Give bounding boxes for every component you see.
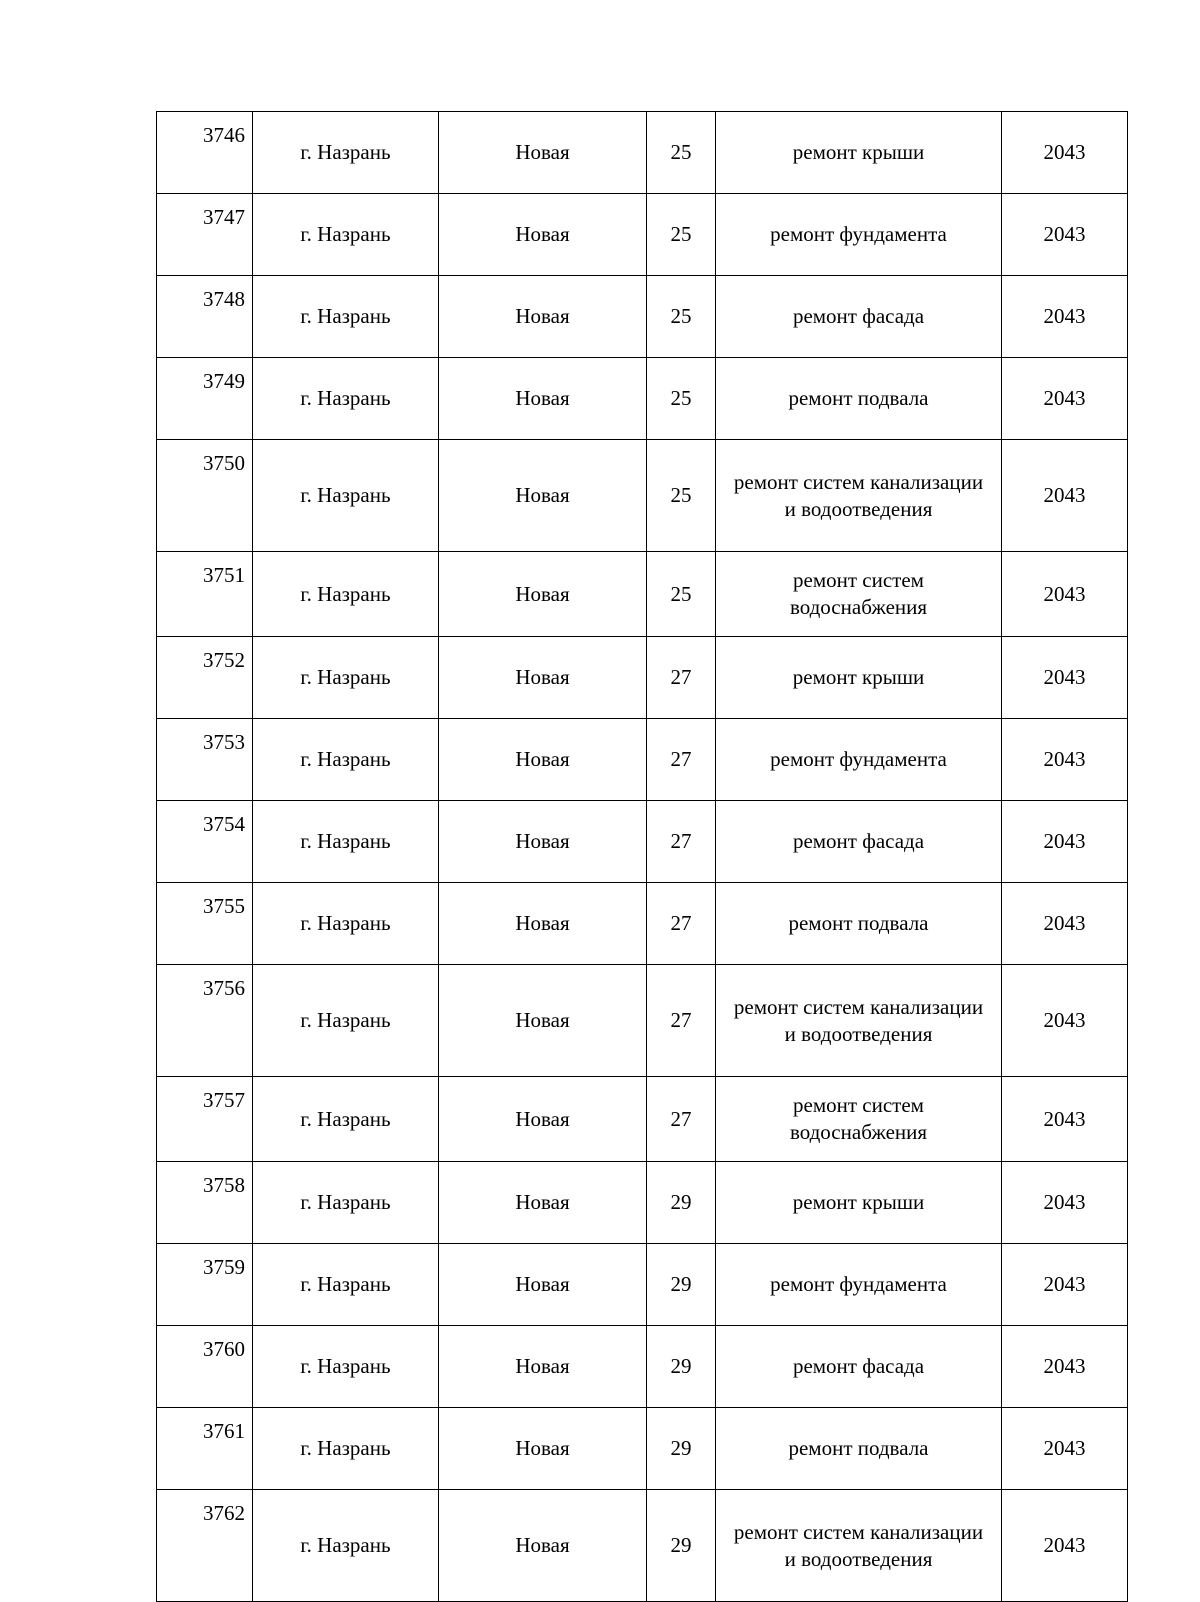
house-number-cell: 27	[647, 801, 716, 883]
city-cell: г. Назрань	[253, 801, 439, 883]
house-number-cell: 29	[647, 1326, 716, 1408]
row-number-cell: 3754	[157, 801, 253, 883]
table-row	[157, 276, 1128, 358]
work-type-cell: ремонт крыши	[716, 112, 1002, 194]
work-type-cell: ремонт крыши	[716, 637, 1002, 719]
house-number-cell: 29	[647, 1490, 716, 1602]
street-cell: Новая	[439, 637, 647, 719]
table-row	[157, 637, 1128, 719]
row-number-cell: 3759	[157, 1244, 253, 1326]
house-number-cell: 25	[647, 112, 716, 194]
year-cell: 2043	[1002, 1162, 1128, 1244]
year-cell: 2043	[1002, 1408, 1128, 1490]
house-number-cell: 29	[647, 1244, 716, 1326]
table-row	[157, 719, 1128, 801]
street-cell: Новая	[439, 552, 647, 637]
street-cell: Новая	[439, 883, 647, 965]
table-row	[157, 1244, 1128, 1326]
year-cell: 2043	[1002, 1326, 1128, 1408]
house-number-cell: 29	[647, 1408, 716, 1490]
city-cell: г. Назрань	[253, 112, 439, 194]
house-number-cell: 27	[647, 719, 716, 801]
row-number-cell: 3749	[157, 358, 253, 440]
table-row	[157, 801, 1128, 883]
street-cell: Новая	[439, 965, 647, 1077]
work-type-cell: ремонт подвала	[716, 883, 1002, 965]
street-cell: Новая	[439, 1408, 647, 1490]
house-number-cell: 27	[647, 637, 716, 719]
table-row	[157, 194, 1128, 276]
row-number-cell: 3750	[157, 440, 253, 552]
row-number-cell: 3761	[157, 1408, 253, 1490]
table-row	[157, 1490, 1128, 1602]
year-cell: 2043	[1002, 112, 1128, 194]
table-row	[157, 1408, 1128, 1490]
city-cell: г. Назрань	[253, 883, 439, 965]
city-cell: г. Назрань	[253, 194, 439, 276]
work-type-cell: ремонт фасада	[716, 1326, 1002, 1408]
table-row	[157, 883, 1128, 965]
street-cell: Новая	[439, 719, 647, 801]
row-number-cell: 3756	[157, 965, 253, 1077]
work-type-cell: ремонт фасада	[716, 276, 1002, 358]
work-type-cell: ремонт фасада	[716, 801, 1002, 883]
row-number-cell: 3748	[157, 276, 253, 358]
row-number-cell: 3747	[157, 194, 253, 276]
row-number-cell: 3760	[157, 1326, 253, 1408]
repair-schedule-table	[156, 111, 1128, 1602]
work-type-cell: ремонт подвала	[716, 1408, 1002, 1490]
year-cell: 2043	[1002, 1244, 1128, 1326]
street-cell: Новая	[439, 358, 647, 440]
table-row	[157, 1077, 1128, 1162]
city-cell: г. Назрань	[253, 637, 439, 719]
street-cell: Новая	[439, 1490, 647, 1602]
row-number-cell: 3751	[157, 552, 253, 637]
house-number-cell: 29	[647, 1162, 716, 1244]
row-number-cell: 3746	[157, 112, 253, 194]
work-type-cell: ремонт подвала	[716, 358, 1002, 440]
work-type-cell: ремонт систем канализации и водоотведения	[716, 965, 1002, 1077]
table-row	[157, 1162, 1128, 1244]
city-cell: г. Назрань	[253, 1244, 439, 1326]
table-row	[157, 1326, 1128, 1408]
street-cell: Новая	[439, 1326, 647, 1408]
city-cell: г. Назрань	[253, 1408, 439, 1490]
work-type-cell: ремонт систем водоснабжения	[716, 1077, 1002, 1162]
street-cell: Новая	[439, 194, 647, 276]
year-cell: 2043	[1002, 358, 1128, 440]
row-number-cell: 3757	[157, 1077, 253, 1162]
house-number-cell: 25	[647, 194, 716, 276]
house-number-cell: 27	[647, 883, 716, 965]
row-number-cell: 3753	[157, 719, 253, 801]
year-cell: 2043	[1002, 965, 1128, 1077]
house-number-cell: 27	[647, 1077, 716, 1162]
work-type-cell: ремонт фундамента	[716, 1244, 1002, 1326]
city-cell: г. Назрань	[253, 965, 439, 1077]
street-cell: Новая	[439, 801, 647, 883]
work-type-cell: ремонт систем водоснабжения	[716, 552, 1002, 637]
work-type-cell: ремонт систем канализации и водоотведения	[716, 440, 1002, 552]
year-cell: 2043	[1002, 440, 1128, 552]
city-cell: г. Назрань	[253, 1162, 439, 1244]
year-cell: 2043	[1002, 552, 1128, 637]
table-row	[157, 552, 1128, 637]
house-number-cell: 25	[647, 552, 716, 637]
year-cell: 2043	[1002, 1077, 1128, 1162]
city-cell: г. Назрань	[253, 1490, 439, 1602]
year-cell: 2043	[1002, 1490, 1128, 1602]
city-cell: г. Назрань	[253, 1326, 439, 1408]
city-cell: г. Назрань	[253, 1077, 439, 1162]
year-cell: 2043	[1002, 883, 1128, 965]
row-number-cell: 3762	[157, 1490, 253, 1602]
city-cell: г. Назрань	[253, 358, 439, 440]
street-cell: Новая	[439, 276, 647, 358]
city-cell: г. Назрань	[253, 276, 439, 358]
city-cell: г. Назрань	[253, 719, 439, 801]
row-number-cell: 3755	[157, 883, 253, 965]
street-cell: Новая	[439, 1077, 647, 1162]
city-cell: г. Назрань	[253, 552, 439, 637]
street-cell: Новая	[439, 112, 647, 194]
year-cell: 2043	[1002, 719, 1128, 801]
work-type-cell: ремонт систем канализации и водоотведения	[716, 1490, 1002, 1602]
work-type-cell: ремонт фундамента	[716, 719, 1002, 801]
table-row	[157, 358, 1128, 440]
year-cell: 2043	[1002, 637, 1128, 719]
street-cell: Новая	[439, 1162, 647, 1244]
house-number-cell: 25	[647, 440, 716, 552]
street-cell: Новая	[439, 440, 647, 552]
table-row	[157, 965, 1128, 1077]
row-number-cell: 3752	[157, 637, 253, 719]
street-cell: Новая	[439, 1244, 647, 1326]
work-type-cell: ремонт фундамента	[716, 194, 1002, 276]
city-cell: г. Назрань	[253, 440, 439, 552]
year-cell: 2043	[1002, 194, 1128, 276]
house-number-cell: 25	[647, 358, 716, 440]
year-cell: 2043	[1002, 801, 1128, 883]
table-row	[157, 112, 1128, 194]
work-type-cell: ремонт крыши	[716, 1162, 1002, 1244]
row-number-cell: 3758	[157, 1162, 253, 1244]
table-row	[157, 440, 1128, 552]
year-cell: 2043	[1002, 276, 1128, 358]
house-number-cell: 27	[647, 965, 716, 1077]
house-number-cell: 25	[647, 276, 716, 358]
